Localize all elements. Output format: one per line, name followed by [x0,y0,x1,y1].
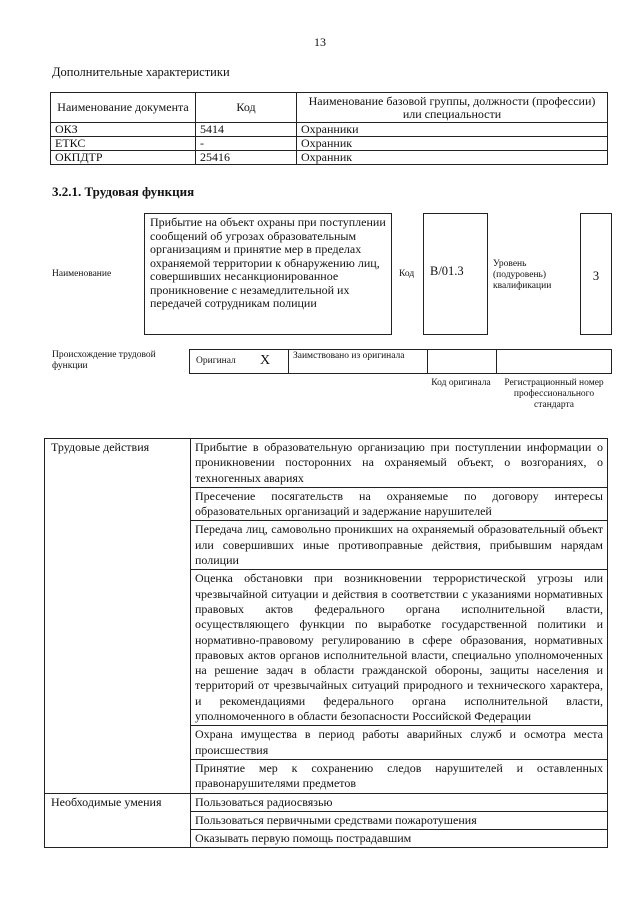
qualification-level-label: Уровень (подуровень) квалификации [493,259,552,291]
cell-doc: ОКПДТР [51,151,196,165]
additional-characteristics-title: Дополнительные характеристики [52,65,230,79]
labor-action-item: Охрана имущества в период работы аварийных служб и осмотра места происшествия [191,726,608,760]
code-value-box: B/01.3 [423,213,488,335]
cell-code: 25416 [196,151,297,165]
cell-code: 5414 [196,123,297,137]
table-row [51,123,608,137]
table-row [45,793,608,811]
additional-characteristics-table [50,92,608,165]
skill-item: Пользоваться первичными средствами пожаротушения [191,811,608,829]
labor-action-item: Оценка обстановки при возникновении террористической угрозы или чрезвычайной ситуации и действия в соответствии с указаниями нормативных правовых актов федерального органа исполнительной власти, осуществляющего функции по выработке государственной политики и нормативно-правовому регулированию в сфере образования, нормативных правовых актов органов исполнительной власти, специально уполномоченных на решение задач в области гражданской обороны, защиты населения и территорий от чрезвычайных ситуаций природного и технического характера, и рекомендациями федерального органа исполнительной власти, уполномоченного в области безопасности Российской Федерации [191,570,608,726]
original-label: Оригинал [196,356,236,366]
reg-number-label: Регистрационный номер профессионального стандарта [504,378,604,410]
cell-doc: ОКЗ [51,123,196,137]
cell-name: Охранники [297,123,608,137]
origin-label: Происхождение трудовой функции [52,350,156,371]
cell-doc: ЕТКС [51,137,196,151]
name-label: Наименование [52,269,112,279]
cell-name: Охранник [297,137,608,151]
qualification-level-box: 3 [580,213,612,335]
labor-actions-label: Трудовые действия [45,439,191,794]
function-name-box: Прибытие на объект охраны при поступлении сообщений об угрозах образовательным организациям и принятие мер в пределах охраняемой территории к обнаружению лиц, совершивших несанкционированное проникновение с незамедлительной их передачей сотрудникам полиции [144,213,392,335]
labor-action-item: Передача лиц, самовольно проникших на охраняемый образовательный объект или совершивших иные противоправные действия, прибывшим нарядам полиции [191,521,608,570]
header-base-group: Наименование базовой группы, должности (профессии) или специальности [297,93,608,123]
reg-number-cell [496,349,612,374]
page-number: 13 [314,35,326,49]
original-cell [189,349,289,374]
skill-item: Пользоваться радиосвязью [191,793,608,811]
original-mark: X [260,353,271,368]
table-row [51,137,608,151]
skills-label: Необходимые умения [45,793,191,848]
skill-item: Оказывать первую помощь пострадавшим [191,830,608,848]
labor-action-item: Прибытие в образовательную организацию при поступлении информации о проникновении посторонних на охраняемый объект, о возгораниях, о техногенных авариях [191,439,608,488]
code-original-cell [427,349,497,374]
table-row [45,439,608,488]
table-row [51,151,608,165]
labor-action-item: Пресечение посягательств на охраняемые по договору интересы образовательных организаций и задержание нарушителей [191,487,608,521]
borrowed-cell: Заимствовано из оригинала [288,349,428,374]
labor-action-item: Принятие мер к сохранению следов нарушителей и оставленных правонарушителями предметов [191,759,608,793]
cell-name: Охранник [297,151,608,165]
header-document-name: Наименование документа [51,93,196,123]
header-code: Код [196,93,297,123]
cell-code: - [196,137,297,151]
code-original-label: Код оригинала [431,378,491,388]
code-label: Код [399,269,415,279]
section-title: 3.2.1. Трудовая функция [52,184,195,199]
labor-functions-table [44,438,608,848]
